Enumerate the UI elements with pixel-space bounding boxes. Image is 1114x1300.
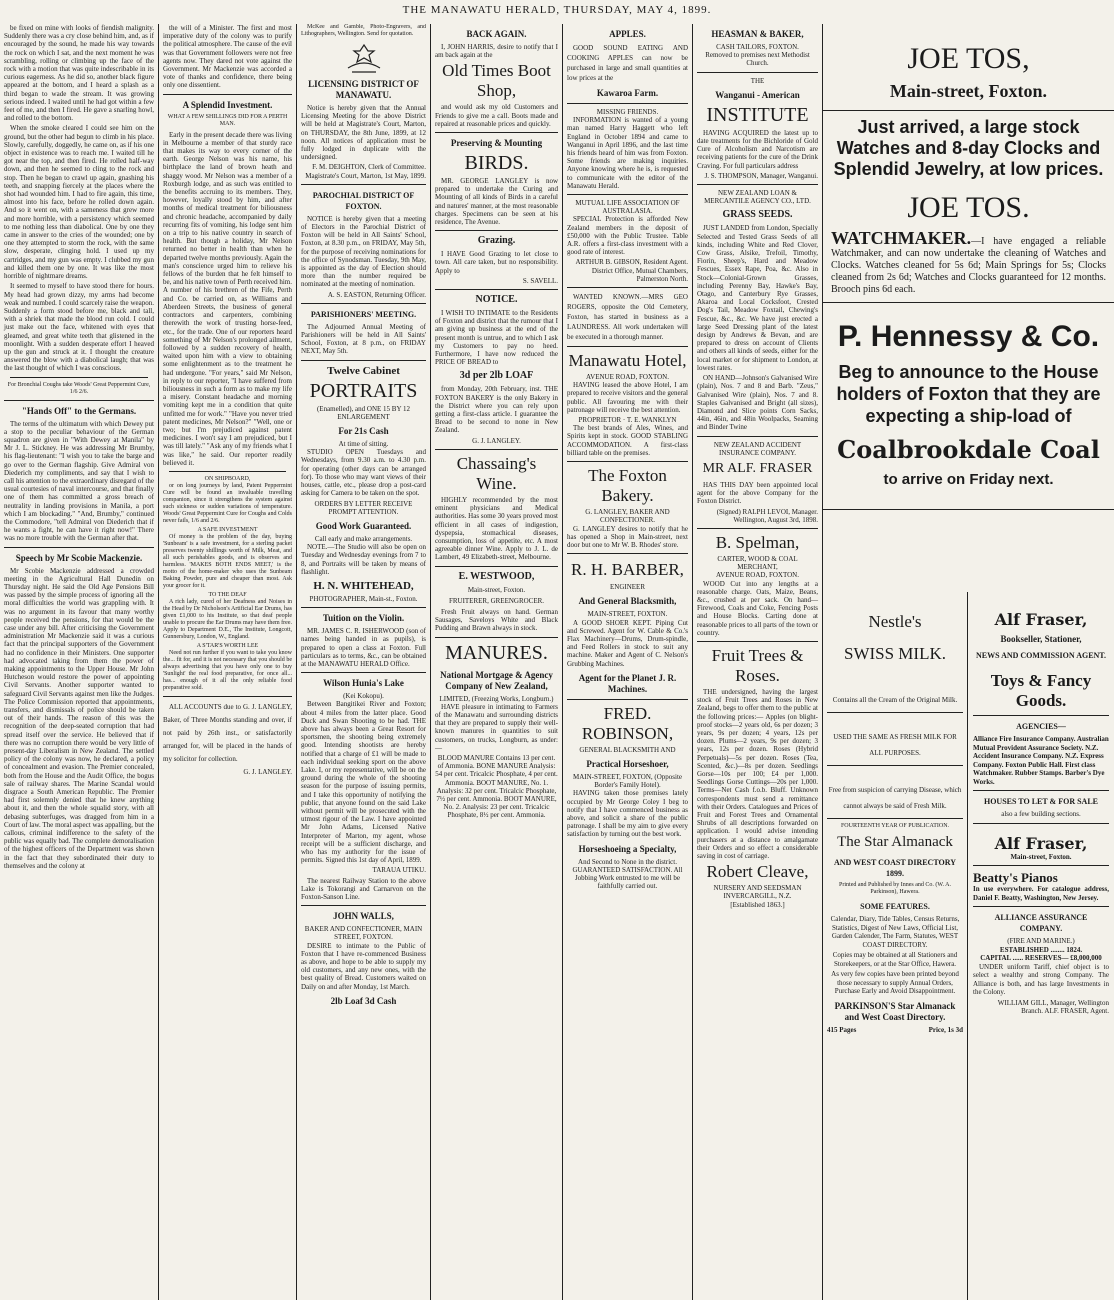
article-subheading: WHAT A FEW SHILLINGS DID FOR A PERTH MAN. [167,113,288,127]
notice-signature: G. J. LANGLEY. [472,436,521,445]
divider [4,547,154,548]
column-7 [822,24,1114,1300]
fraser-bookseller-title: Alf Fraser, [994,610,1088,629]
pages-count: 415 Pages [827,1025,857,1034]
beatty-title: Beatty's Pianos [973,870,1058,885]
star-printed: Printed and Published by Innes and Co. (W. A. Parkinson), Hawera. [839,882,951,895]
hennessy-body: Beg to announce to the House holders of Foxton that they are expecting a ship-load of [836,362,1101,426]
ad-body: Need not run further if you want to take you know the... fit for, and it is not necessary that you should be always advertising that you have only one to buy 'Sunlight' the real food preparative, for once all... has... enough of it all the only reliable food preparative sold. [163,649,292,691]
nestle-title: Nestle's [868,612,922,631]
apples-body: GOOD SOUND EATING AND COOKING APPLES can now be purchased in large and small quantities at low prices at the [567,44,688,82]
divider [567,461,688,462]
barber-title: R. H. BARBER, [571,560,684,580]
joe-tos-ad [823,24,1114,111]
divider [973,715,1109,716]
story-paragraph: It seemed to myself to have stood there for hours. My head had grown dizzy, my arms had become weak and numbed. I could scarcely raise the weapon. Suddenly a form stood before me, black and tall, with a shriek that made the blood run cold. I could just make out the face, whitened with eyes that gleamed, and great white teeth that glistened in the moonlight. With a sudden desperate effort I heaved up the gun and struck at it. I thought the creature answered the blow with a diabolical laugh; that was the last thought of which I was conscious. [4,282,154,373]
institute-title: INSTITUTE [706,103,809,126]
licensing-heading: LICENSING DISTRICT OF MANAWATU. [308,79,419,100]
violin-heading: Tuition on the Violin. [322,613,405,624]
mutual-heading: MUTUAL LIFE ASSOCIATION OF AUSTRALASIA. [575,199,680,216]
lake-signature: TARAUA UTIKU. [372,866,426,875]
column-3 [296,24,430,1300]
westwood-name: E. WESTWOOD, [458,570,535,582]
horseshoe-heading: Horseshoeing a Specialty, [578,843,677,854]
wine-title: Chassaing's Wine. [456,453,537,493]
divider [827,712,963,713]
portraits-enamelled: (Enamelled), and ONE 15 BY 12 ENLARGEMENT [316,404,411,421]
bakery-title: The Foxton Bakery. [588,466,667,506]
copies-text: Copies may be obtained at all Stationers and Storekeepers, or at the Star Office, Hawera. [832,951,958,968]
robinson-horseshoer: Practical Horseshoer, [586,758,669,769]
fraser-agent-title: MR ALF. FRASER [702,460,813,476]
barber-address: MAIN-STREET, FOXTON. [587,610,668,619]
divider [697,528,818,529]
cleave-established: [Established 1863.] [730,900,785,909]
birds-title: BIRDS. [464,152,529,175]
ad-body: Of money is the problem of the day, buying 'Sunbeam' is a safe investment, for a sterling packet preserves twenty shillings worth of Milk, Meat, and all such perishables goods, and is observes and harmless. 'MAKES BOTH ENDS MEET,' is the motto of the home-maker who uses the Sunbeam Baking Powder, pure and cheaper than most. Ask your grocer for it. [163,533,292,589]
houses-sub: also a few building sections. [1001,810,1081,818]
agencies-list: Alliance Fire Insurance Company. Australian Mutual Provident Assurance Society. N.Z. Accident Insurance Company. N.Z. Express Company. Foxton Public Hall. First class Watchmaker. Rubber Stamps. Barber's Dye Works. [973,735,1109,786]
divider [301,672,426,673]
divider [435,637,558,638]
just-arrived-text: Just arrived, a large stock Watches and 8-day Clocks and Splendid Jewelry, at low prices. [833,117,1104,179]
arrive-text: to arrive on Friday next. [883,471,1054,488]
back-again-body: I, JOHN HARRIS, desire to notify that I am back again at the [435,43,558,60]
notice-heading: NOTICE. [475,294,518,306]
orders-text: ORDERS BY LETTER RECEIVE PROMPT ATTENTION. [314,499,413,516]
joe-tos-title-2: JOE TOS. [907,191,1030,224]
article-heading: A Splendid Investment. [182,99,273,110]
planet-agent: Agent for the Planet J. R. Machines. [578,672,677,694]
divider [567,194,688,195]
fraser-title-2: Alf Fraser, [994,833,1088,853]
story-paragraph: When the smoke cleared I could see him on the ground, but the other had begun to climb in his place. Slowly, carefully, doggedly, he came on, as if his one object in existence was to reach me. I waited till he got near the top, and then fired. He rolled half-way down, and then he seemed to cling to the rock and stop. Then he began to crawl up again, gnashing his teeth, and snapping fiercely at the places where the shot had wounded him. I had to fire again, this time, almost into his face, before he rolled down again. And so it went on, with a sameness that grew more and more horrible, with a persistency which seemed to me nothing less than diabolical. One by one they came in answer to the cries of the wounded; one by one they attempted to storm the rock, with the same slow, desperate, clinging hold. I used up my cartridges, and my gun was empty. I clubbed my gun and killed them one by one. It was like the most horrible of nightmare dreams. [4,124,154,281]
column-4 [430,24,562,1300]
divider [4,400,154,401]
fraser-agent-body: HAS THIS DAY been appointed local agent for the above Company for the Foxton District. [697,480,818,506]
grazing-heading: Grazing. [477,235,516,247]
engravers-notice: McKee and Gamble, Photo-Engravers, and Lithographers, Wellington. Send for quotation. [301,24,426,37]
fruit-trees-title: Fruit Trees & Roses. [711,645,804,685]
cleave-subheading: NURSERY AND SEEDSMAN INVERCARGILL, N.Z. [713,884,802,901]
alliance-capital: CAPITAL ...... RESERVES— £8,000,000 [980,954,1102,962]
barber-trade: ENGINEER [610,583,645,592]
hotel-address: AVENUE ROAD, FOXTON. [586,373,669,382]
divider [435,230,558,231]
nestle-used: USED THE SAME AS FRESH MILK FOR ALL PURPOSES. [833,733,957,757]
article-heading: "Hands Off" to the Germans. [21,405,137,416]
star-subheading: AND WEST COAST DIRECTORY 1899. [833,858,957,878]
nz-loan-heading: NEW ZEALAND LOAN & MERCANTILE AGENCY CO., LTD. [704,189,811,206]
column-6 [692,24,822,1300]
alliance-established: ESTABLISHED ........ 1824. [999,945,1083,954]
spelman-title: B. Spelman, [715,532,800,552]
lake-body: Between Bangitikei River and Foxton; about 4 miles from the latter place. Good Duck and Swan Shooting to be had. THE above has always been a Great Resort for sportsmen, the shooting being extremely good. Intending shootists are hereby notified that a charge of £1 will be made to each individual seeking sport on the above Lake. I, or my representative, will be on the ground during the whole of the shooting season for the purpose of issuing permits, and I take this opportunity of notifying the public, that anyone found on the said Lake without permit will be prosecuted with the utmost rigour of the Law. I have appointed Mr John Adams, Licensed Native Interpreter of Marton, my agent, whose receipt will be a sufficient discharge, and who has my authority for the issue of permits. Signed this 1st day of April, 1899. [301,700,426,865]
parishioners-heading: PARISHIONERS' MEETING. [310,309,417,319]
watchmaker-body: —I have engaged a reliable Watchmaker, and can now undertake the cleaning of Watches and Clocks. Watches cleaned for 5s 6d; Main Springs for 5s; Clocks cleaned from 2s 6d; Watches and Clocks guaranteed for 12 months. Brooch pins 6d each. [831,236,1106,295]
spelman-address: AVENUE ROAD, FOXTON. [716,571,799,580]
mutual-body: SPECIAL Protection is afforded New Zealand members in the deposit of £50,000 with the Public Trustee. Table A.R. offers a first-class investment with a good rate of interest. [567,215,688,257]
divider [10,377,148,378]
hotel-body-2: The best brands of Ales, Wines, and Spirits kept in stock. GOOD STABLING ACCOMMODATION. A first-class billiard table on the premises. [567,424,688,457]
article-body: Mr Scobie Mackenzie addressed a crowded meeting in the Agricultural Hall Dunedin on Thursday night. He said the Old Age Pensions Bill was passed by the simple process of ignoring all the moral difficulties the world was grappling with. It was no argument in its favour that many worthy people received the pensions, for that would be the case under any bill. After criticising the Government administration Mr Mackenzie said it was a curious fact that the principal supporters of the Government had no confidence in their Ministers. One supporter had advocated taking from them the power of making appointments to the Upper House. Mr John Hutcheson would restore the power of appointing Civil Servants. Another supporter wanted to safeguard Civil Servants against men like the Judges. The Police Commission reported that appointments, transfers, and dismissals of police should be taken out of their hands. The reason of this was the recognition of the deep-seated corruption that had spread itself over the service. He believed that if there was no corruption there would be very little of present-day Liberalism in New Zealand. The settled policy of the colony was now, he declared, a policy of concealment and evasion. The Premier concealed, both from the House and the Audit Office, the bogus sale of railway shares. The Marine Scandal would disgrace a South American Republic. The Premier had first solemnly denied that he knew anything about it, and then the whole squalid story, with all debasing subterfuges, was dragged from him in a Court of law. The moral aspect was appalling, but the callous, criminal indifference to the safety of the public was equally bad. The complete demoralisation of the highest officers of the Department was shown in the fact that they subordinated their duty to themselves and the colony at [4,566,154,870]
barber-blacksmith: And General Blacksmith, [578,596,677,607]
divider [435,289,558,290]
walls-price: 2lb Loaf 3d Cash [330,995,397,1006]
studio-note: NOTE.—The Studio will also be open on Tuesday and Wednesday evenings from 7 to 8, and Portraits will be taken by means of flashlight. [301,543,426,576]
column-7-right [968,592,1114,1300]
nestle-contains: Contains all the Cream of the Original Milk. [832,696,958,704]
divider [827,765,963,766]
royal-crest-icon [344,42,384,74]
fruit-trees-body: THE undersigned, having the largest stock of Fruit Trees and Roses in New Zealand, begs to offer them to the public at the following prices:— Apples (on blight-proof stocks—2 years old, 6s per dozen; 3 years, 9s per dozen; 4 years, 12s per dozen. Plums—2 years, 9s per dozen; 3 years, 12s per dozen. Roses (Hybrid Perpetuals)—5s per dozen. Roses (Tea, Scented, &c.)—8s per dozen. Seedlings Gorse—10s per 100; £4 per 1,000. Seedlings Gorse Cuttings—20s per 1,000. Terms—Net Cash f.o.b. Bluff. Unknown correspondents must send a remittance with their Orders. Catalogues and Prices of Fruit and Forest Trees and Ornamental Shrubs of all descriptions forwarded on application. I would advise intending purchasers at a distance to amalgamate their Orders and so effect a considerable saving in cost of carriage. [697,687,818,861]
horseshoe-body: And Second to None in the district. GUARANTEED SATISFACTION. All Jobbing Work entrusted to me will be faithfully carried out. [572,857,683,891]
institute-the: THE [750,76,765,85]
divider [435,449,558,450]
divider [697,641,818,642]
grazing-body: I HAVE Good Grazing to let close to town. All care taken, but no responsibility. Apply to [435,250,558,275]
houses-heading: HOUSES TO LET & FOR SALE [983,797,1099,806]
joe-tos-title: JOE TOS, [907,42,1030,75]
alliance-heading: ALLIANCE ASSURANCE COMPANY. [994,913,1088,933]
bakery-subheading: G. LANGLEY, BAKER AND CONFECTIONER. [585,508,670,525]
westwood-trade: FRUITERER, GREENGROCER. [448,596,545,605]
divider [697,436,818,437]
kawaroa-farm: Kawaroa Farm. [596,88,659,98]
accident-heading: NEW ZEALAND ACCIDENT INSURANCE COMPANY. [713,440,802,457]
heasman-subheading: CASH TAILORS, FOXTON. [716,43,799,51]
seeds-heading: GRASS SEEDS. [722,209,793,221]
divider [827,818,963,819]
very-few-text: As very few copies have been printed beyond those necessary to supply Annual Orders, Purchase Early and Avoid Disappointment. [831,970,959,995]
hotel-proprietor: PROPRIETOR · T. E. WANKLYN [578,416,677,425]
divider [301,184,426,185]
hotel-title: Manawatu Hotel, [568,351,687,371]
cleave-title: Robert Cleave, [706,862,809,882]
lake-heading: Wilson Hunia's Lake [323,678,404,689]
institute-signature: J. S. THOMPSON, Manager, Wanganui. [704,171,818,180]
features-heading: SOME FEATURES. [860,902,930,911]
spelman-trade: CARTER, WOOD & COAL MERCHANT, [717,554,798,572]
wanted-known-notice: WANTED KNOWN.—MRS GEO ROGERS, opposite the Old Cemetery, Foxton, has started in business as a LAUNDRESS. All work undertaken will be executed in a thorough manner. [567,293,688,342]
grazing-signature: S. SAVELL. [522,276,558,285]
story-continued: be fixed on mine with looks of fiendish malignity. Suddenly there was a cry close behind him, and, as if encouraged by the sound, he made his way towards the rock on which I sat, and the next moment he was scrambling, rolling or climbing up the face of the rock with a motion that was quite indescribable in its curious eagerness. As he did so, another black figure appeared at the bottom, and I heard a splash as a third began to wade the stream. It was growing serious indeed. I waited until he had got within a few feet of me, and then I fired. He gave a snarling howl, and rolled to the bottom. [4,24,154,123]
notice-body-2: from Monday, 20th February, inst. THE FOXTON BAKERY is the only Bakery in the District where you can rely upon getting a first-class article. I guarantee the Bread to be second to none in New Zealand. [435,385,558,435]
heasman-title: HEASMAN & BAKER, [711,29,804,39]
good-work-heading: Good Work Guaranteed. [315,520,412,531]
institute-name: Wanganui - American [715,89,800,100]
divider [301,905,426,906]
divider [567,699,688,700]
divider [163,696,292,697]
article-heading: Speech by Mr Scobie Mackenzie. [15,552,143,563]
parochial-signature: A. S. EASTON, Returning Officer. [327,290,426,299]
whitehead-name: H. N. WHITEHEAD, [313,579,414,592]
divider [567,103,688,104]
whitehead-trade: PHOTOGRAPHER, Main-st., Foxton. [309,594,418,603]
star-title: The Star Almanack [837,834,953,850]
parochial-heading: PAROCHIAL DISTRICT OF FOXTON. [312,190,415,211]
accounts-signature: G. J. LANGLEY. [243,767,292,776]
seeds-body: JUST LANDED from London, Specially Selected and Tested Grass Seeds of all kinds, including White and Red Clover, Cow Grass, Alsike, Trefoil, Timothy, Fiorin, Sheep's, Hard and Meadow Fescues, Essex Rape, Poa, &c. Also in Stock—Colonial-Grown Grasses, including Perenny Bay, Hawke's Bay, Otago, and Canterbury Rye Grasses, Akaroa and Local Cocksfoot, Crested Dog's Tail, Meadow Foxtail, Chewing's Fescue, &c., &c. We have just erected a large Seed Dressing plant of the latest design by Andrews & Bevan, and are prepared to dress on account of Clients and others all kinds of seeds, either for the local market or for shipment to London, at lowest rates. [697,224,818,372]
violin-body: MR. JAMES C. R. ISHERWOOD (son of names being handed in as pupils), is prepared to open a class at Foxton. Full particulars as to terms, &c., can be obtained at the MANAWATU HERALD Office. [301,627,426,668]
beatty-body: In use everywhere. For catalogue address, Daniel F. Beatty, Washington, New Jersey. [973,885,1109,902]
column-7-left [823,592,968,1300]
manures-list: BLOOD MANURE Contains 13 per cent. of Ammonia. BONE MANURE Analysis: 54 per cent. Tricalcic Phosphate, 4 per cent. Ammonia. BOOT MANURE, No. 1. Analysis: 32 per cent. Tricalcic Phosphate, 7½ per cent. Ammonia. BOOT MANURE, No. 2. Analysis: 23 per cent. Tricalcic Phosphate, 8½ per cent. Ammonia. [435,753,558,820]
institute-body: HAVING ACQUIRED the latest up to date treatments for the Bichloride of Gold Cure of Alcoholism and Narcotism are receiving patients for the cure of the Drink Craving. For full particulars address [697,128,818,170]
price-text: Price, 1s 3d [928,1025,963,1034]
hotel-body: HAVING leased the above Hotel, I am prepared to receive visitors and the general public. All favouring me with their patronage will receive the best attention. [567,381,688,414]
westwood-address: Main-street, Foxton. [467,585,526,594]
spelman-body: WOOD Cut into any lengths at a reasonable charge. Oats, Maize, Beans, &c., crushed at per sack. On hand—Firewood, Coals and Coke, Fencing Posts and House Blocks. Carting done at reasonable prices to all parts of the town or country. [697,579,818,637]
ad-body: A rich lady, cured of her Deafness and Noises in the Head by Dr Nicholson's Artificial Ear Drums, has given £1,000 to his Institute, so that deaf people unable to procure the Ear Drums may have them free. Apply to Department D.E., The Institute, Longcott, Gunnersbury, London, W., England. [163,598,292,640]
robinson-title: FRED. ROBINSON, [581,703,674,743]
ad-body: or on long journeys by land, Patent Peppermint Cure will be found an invaluable travelling companion, since it strengthens the system against such sickness or sudden variations of temperature. Woods' Great Peppermint Cure for Coughs and Colds never fails, 1/6 and 2/6. [163,482,292,524]
licensing-body: Notice is hereby given that the Annual Licensing Meeting for the above District will be held at Magistrate's Court, Marton, on THURSDAY, the 8th June, 1899, at 12 noon. All notices of application must be fully lodged in duplicate with the undersigned. [301,104,426,162]
article-body: Early in the present decade there was living in Melbourne a member of that sturdy race that makes its way to every corner of the earth. George Nelson was his name, his birthplace the land of brown heath and shaggy wood. Mr Nelson was a member of a Roxburgh lodge, and as such was entitled to the benefits accruing to its members. They, however, loyally stood by him, and after months of medical treatment for biliousness and chronic headache, accompanied by daily recurring fits of vomiting, his lodge sent him on a trip to his native country in search of health. But though a holiday, Mr Nelson returned no better in health than when he departed twelve months previously. Again the man's conscience urged him to relieve his fellows of the burden that he felt himself to be, and his native town of Perth received him. A number of his brethren of the Fife, Perth and Co. be carried on, as Williams and Aberdeen Streets, the business of general contractors and carpenters, combining therewith the work of trusting horse-feed, etc., for the trade. One of our reporters heard something of Mr Nelson's prolonged ailment, followed by a sudden recovery of health, waited upon him with a view to obtaining some enlightenment as to the treatment he had undergone. "For years," said Mr Nelson, in reply to our reporter, "I have suffered from biliousness in such a form as to make my life a misery. Constant headache and morning vomiting kept me in a condition that quite unfitted me for work." "Have you never tried patent medicines, Mr Nelson?" "Well, one or two; but I'm prejudiced against patent medicines. I won't say I am prejudiced, but I was till lately." "Ask any of my friends what I was like," he said. Our reporter readily believed it. [163,130,292,467]
portraits-heading: Twelve Cabinet [327,364,400,377]
column-5 [562,24,692,1300]
divider [301,303,426,304]
divider [301,607,426,608]
walls-body: DESIRE to intimate to the Public of Foxton that I have re-commenced Business as above, and hope to be able to supply my old customers, and any new ones, with the best quality of Bread. Customers waited on Daily on and after Monday, 1st March. [301,941,426,991]
divider [567,287,688,288]
robinson-body: HAVING taken those premises lately occupied by Mr George Coley I beg to notify that I have commenced business as above, and solicit a share of the public patronage. I shall be my aim to give every satisfaction by turning out the best work. [567,789,688,839]
portraits-price: For 21s Cash [338,426,389,437]
parochial-body: NOTICE is hereby given that a meeting of Electors in the Parochial District of Foxton will be held in All Saints' School, Foxton, at 8.30 p.m., on FRIDAY, May 5th, for the purpose of receiving nominations for the office of Synodsman. Tuesday, 9th May, is appointed as the day of Election should more than the number required be nominated at the meeting of nomination. [301,214,426,289]
old-times-title: Old Times Boot Shop, [442,61,551,101]
star-year: FOURTEENTH YEAR OF PUBLICATION. [840,823,950,829]
bakery-body: G. LANGLEY desires to notify that he has opened a Shop in Main-street, next door but one to Mr W. B. Rhodes' store. [567,524,688,549]
joe-tos-address: Main-street, Foxton. [889,81,1048,101]
star-footer [827,1026,963,1035]
robinson-trade: GENERAL BLACKSMITH AND [579,745,676,754]
alliance-sub: (FIRE AND MARINE.) [1007,937,1075,945]
ad-heading: ON SHIPBOARD, [204,475,251,482]
swiss-milk-title: SWISS MILK. [843,644,946,663]
divider [435,132,558,133]
parkinson-text: PARKINSON'S Star Almanack and West Coast Directory. [834,1000,956,1022]
robinson-address: MAIN-STREET, FOXTON, (Opposite Border's Family Hotel). [572,772,682,790]
seeds-on-hand: ON HAND—Johnson's Galvanised Wire (plain), Nos. 7 and 8 and Barb. "Zeus," Galvanised Wire (plain), Nos. 7 and 8. Staples Galvanised and Bright (all sizes), Diamond and Slice points Corn Sacks, 44in, 46in, and 48in Woolpacks, Seaming and Binder Twine [697,374,818,432]
lake-subheading: (Kei Kokopu). [343,692,384,701]
watchmaker-notice [831,228,1106,296]
watchmaker-heading: WATCHMAKER. [831,228,972,248]
alliance-signature: WILLIAM GILL, Manager, Wellington Branch. ALF. FRASER, Agent. [997,998,1109,1015]
column-2 [158,24,296,1300]
divider [973,790,1109,791]
fraser-address-2: Main-street, Foxton. [1010,852,1072,861]
alliance-tariff: UNDER uniform Tariff, chief object is to select a wealthy and strong Company. The Alliance is both, and has large Investments in the Colony. [973,962,1109,996]
apples-heading: APPLES. [609,29,646,39]
manures-company: National Mortgage & Agency Company of New Zealand, [440,669,553,691]
column-1 [0,24,158,1300]
ad-heading: A SAFE INVESTMENT [197,526,258,533]
studio-text: STUDIO OPEN Tuesdays and Wednesdays, from 9.30 a.m. to 4.30 p.m. for operating (other days can be arranged for). To those who may want views of their houses, cattle, etc., please drop a post-card asking for Camera to be taken on the spot. [301,448,426,498]
accounts-notice: ALL ACCOUNTS due to G. J. LANGLEY, Baker, of Three Months standing and over, if not paid by 26th inst., or satisfactorily arranged for, will be placed in the hands of my solicitor for collection. [163,702,292,763]
parishioners-body: The Adjourned Annual Meeting of Parishioners will be held in All Saints' School, Foxton, at 8 p.m., on FRIDAY NEXT, May 5th. [301,322,426,356]
call-early-text: Call early and make arrangements. [314,534,413,543]
divider [435,566,558,567]
notice-price: 3d per 2lb LOAF [459,370,534,382]
divider [169,471,286,472]
just-arrived-ad [823,111,1114,303]
hennessy-ad [823,303,1114,510]
divider [697,72,818,73]
fraser-news-agent: NEWS AND COMMISSION AGENT. [975,651,1107,660]
divider [163,94,292,95]
pill-ad: For Bronchial Coughs take Woods' Great Peppermint Cure, 1/6 2/6. [7,381,151,395]
manures-limited: LIMITED, (Freezing Works, Longburn.) [439,694,554,703]
hennessy-title: P. Hennessy & Co. [837,320,1100,353]
ad-heading: A S'TAR'S WORTH LEE [196,642,259,649]
coalbrookdale-title: Coalbrookdale Coal [837,435,1100,464]
portraits-title: PORTRAITS [309,379,418,402]
divider [697,184,818,185]
manures-body: HAVE pleasure in intimating to Farmers of the Manawatu and surrounding districts that they are prepared to supply their well-known manures in quantities to suit customers, on trucks, Longburn, as under:— [435,702,558,752]
licensing-signature: F. M. DEIGHTON, Clerk of Committee. Magistrate's Court, Marton, 1st May, 1899. [305,163,426,180]
divider [301,360,426,361]
westwood-body: Fresh Fruit always on hand. German Sausages, Saveloys White and Black Pudding and Brawn always in stock. [435,607,558,633]
manures-title: MANURES. [445,641,548,664]
features-body: Calendar, Diary, Tide Tables, Census Returns, Statistics, Digest of New Laws, Official List, Garden Calender, The Farm, Statutes, WEST COAST DIRECTORY. [830,915,960,949]
missing-body: INFORMATION is wanted of a young man named Harry Haggett who left England in October 1894 and came to Wanganui in April 1896, and the last time his friends heard of him was from Foxton. Some friends are making inquiries. Anyone knowing where he is, is requested to communicate with the editor of the Manawatu Herald. [567,116,688,190]
fraser-agent-signature: (Signed) RALPH LEVOI, Manager. Wellington, August 3rd, 1898. [716,507,818,524]
missing-heading: MISSING FRIENDS. [596,108,659,116]
lake-note: The nearest Railway Station to the above Lake is Tokorangi and Carnarvon on the Foxton-Sanson Line. [301,876,426,902]
agencies-heading: AGENCIES— [1016,722,1066,731]
toys-title: Toys & Fancy Goods. [990,671,1092,710]
back-again-body-2: and would ask my old Customers and Friends to give me a call. Boots made and repaired at reasonable prices and quickly. [435,103,558,128]
wine-body: HIGHLY recommended by the most eminent physicians and Medical authorities. Has some 30 years proved most efficient in all cases of indigestion, dyspepsia, stomachical diseases, consumption, loss of appetite, etc. A most agreeable dinner Wine. Apply to J. L. de Lambert, 49 Elizabeth-street, Melbourne. [435,495,558,562]
birds-heading: Preserving & Mounting [450,138,543,149]
article-body: The terms of the ultimatum with which Dewey put a stop to the peculiar behaviour of the German squadron are given in "With Dewey at Manila" by Mr J. L. Stickney. He was addressing Mr Brumby, his flag-lieutenant: "I wish you to take the barge and go over to the German flagship. Give Admiral von Diederich my compliments, and say that I wish to call his attention to the extraordinary disregard of the usual courtesies of naval intercourse, and that finally one of them has committed a gross breach of neutrality in landing provisions in Manila, a port which I am blockading." "And, Brumby," continued the Commodore, "tell Admiral von Diederich that if he wants a fight, he can have it right now!" There was no more trouble with the German after that. [4,419,154,543]
ad-heading: TO THE DEAF [208,591,247,598]
divider [567,346,688,347]
divider [973,823,1109,824]
heasman-body: Removed to premises next Methodist Church. [705,51,810,68]
divider [567,553,688,554]
nestle-free: Free from suspicion of carrying Disease, which cannot always be said of Fresh Milk. [828,786,962,810]
article-continued: the will of a Minister. The first and most imperative duty of the colony was to purify the political atmosphere. The cause of the evil was that Government followers were not free agents now. They dared not vote against the Government. Mr Mackenzie was accorded a vote of thanks and confidence, there being only one dissentient. [163,24,292,90]
barber-body: A GOOD SHOER KEPT. Piping Cut and Screwed. Agent for W. Cable & Co.'s Flax Machinery—Drums, Drum-spindle, and Feed Rollers in stock to suit any machine. Maker and Agent of C. Nelson's Grubbing Machines. [567,618,688,668]
page-header: THE MANAWATU HERALD, THURSDAY, MAY 4, 1899. [402,4,712,16]
divider [973,906,1109,907]
walls-subheading: BAKER AND CONFECTIONER, MAIN STREET, FOXTON. [304,925,423,942]
notice-body: I WISH TO INTIMATE to the Residents of Foxton and district that the rumour that I am giving up business at the end of the present month is untrue, and to which I ask my Customers to pay no heed. Furthermore, I have now reduced the PRICE OF BREAD to [435,309,558,367]
divider [973,865,1109,866]
walls-heading: JOHN WALLS, [333,911,394,922]
fraser-bookseller-sub: Bookseller, Stationer, [1000,634,1082,644]
portraits-time: At time of sitting. [338,440,389,449]
back-again-heading: BACK AGAIN. [466,29,527,39]
mutual-signature: ARTHUR B. GIBSON, Resident Agent. District Office, Mutual Chambers, Palmerston North. [575,258,688,283]
birds-body: MR. GEORGE LANGLEY is now prepared to undertake the Curing and Mounting of all kinds of Birds in a careful and natures' manner, at the most reasonable charges. Specimens can be seen at his residence, The Avenue. [435,177,558,227]
